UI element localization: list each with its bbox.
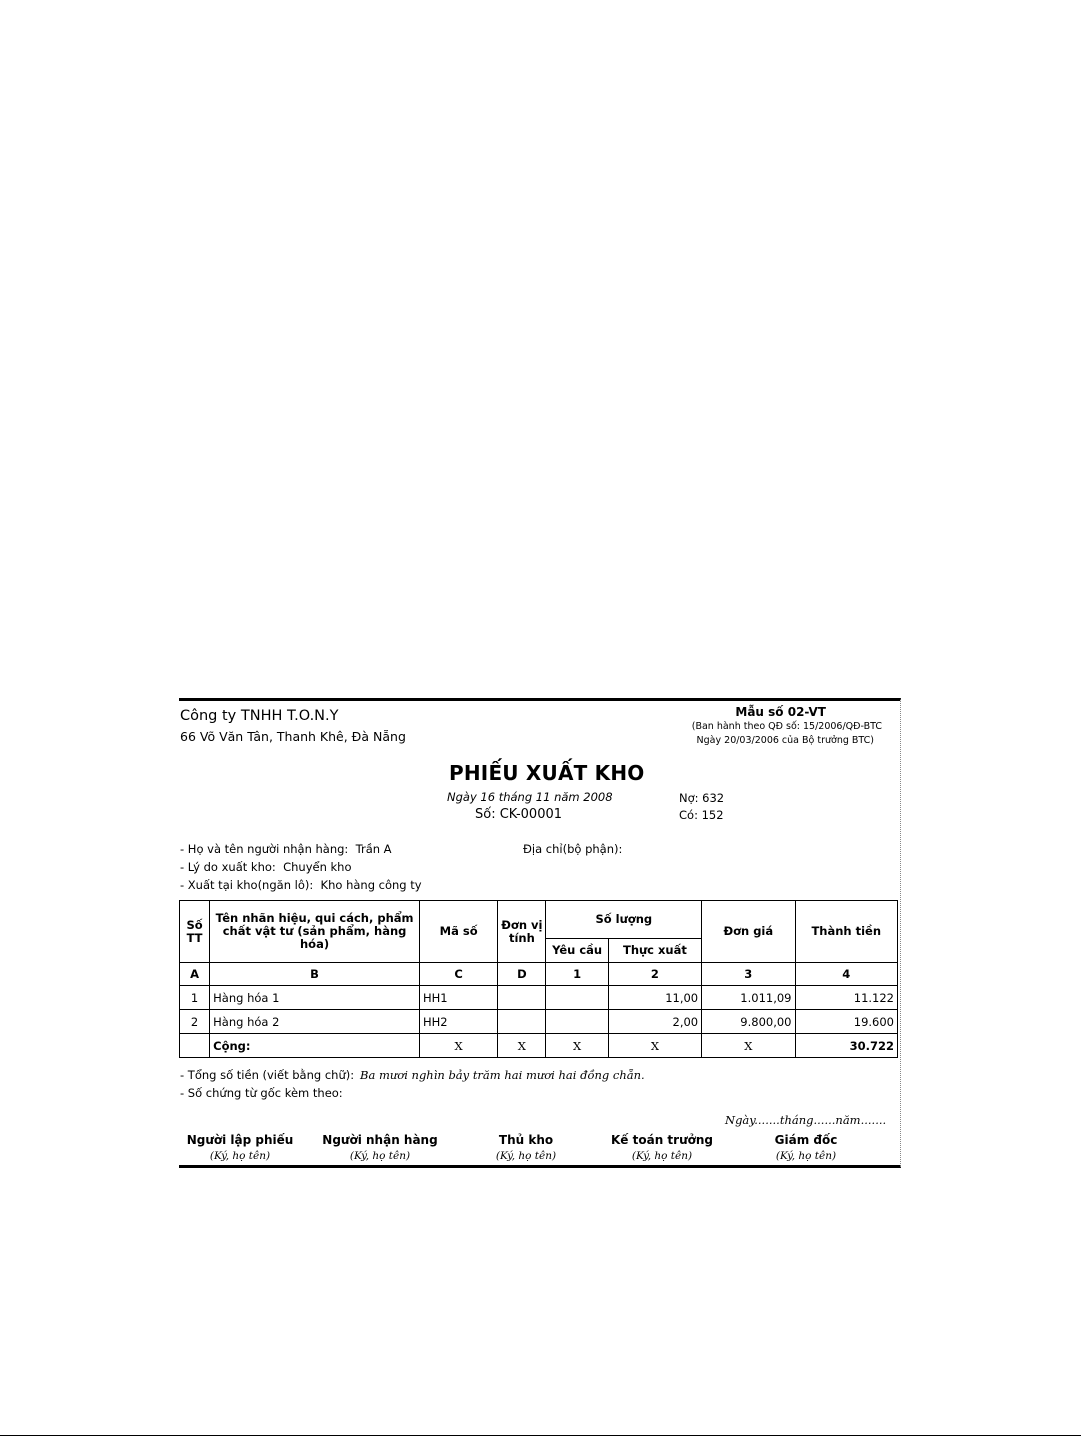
column-letter: A <box>180 963 210 986</box>
sign-date: Ngày.......tháng......năm....... <box>725 1113 887 1127</box>
document-title: PHIẾU XUẤT KHO <box>449 761 645 785</box>
column-letter: 3 <box>702 963 795 986</box>
header-stt: Số TT <box>180 901 210 963</box>
row-stt: 1 <box>180 986 210 1010</box>
column-letters-row <box>180 963 898 986</box>
row-price: 1.011,09 <box>702 986 795 1010</box>
signature-hint: (Ký, họ tên) <box>631 1150 693 1162</box>
warehouse-label: - Xuất tại kho(ngăn lô): <box>180 878 314 892</box>
signature-receiver <box>310 1133 450 1162</box>
column-letter: B <box>210 963 420 986</box>
form-note-line1: (Ban hành theo QĐ số: 15/2006/QĐ-BTC <box>691 721 882 732</box>
signature-hint: (Ký, họ tên) <box>349 1150 411 1162</box>
total-mark: X <box>546 1034 608 1058</box>
form-number: Mẫu số 02-VT <box>735 705 826 719</box>
row-stt: 2 <box>180 1010 210 1034</box>
company-name: Công ty TNHH T.O.N.Y <box>180 708 339 724</box>
header-code: Mã số <box>419 901 497 963</box>
signature-storekeeper <box>456 1133 596 1162</box>
attachments-label: - Số chứng từ gốc kèm theo: <box>180 1086 343 1100</box>
row-requested <box>546 986 608 1010</box>
signature-chief-accountant <box>592 1133 732 1162</box>
total-mark: X <box>608 1034 701 1058</box>
header-actual: Thực xuất <box>608 939 701 963</box>
signature-role: Kế toán trưởng <box>611 1133 713 1147</box>
row-name: Hàng hóa 2 <box>210 1010 420 1034</box>
address-dept-label: Địa chỉ(bộ phận): <box>523 842 623 856</box>
column-letter: 4 <box>795 963 898 986</box>
items-table <box>179 900 898 1058</box>
row-code: HH2 <box>419 1010 497 1034</box>
header-quantity: Số lượng <box>546 901 702 939</box>
column-letter: C <box>419 963 497 986</box>
row-amount: 11.122 <box>795 986 898 1010</box>
row-unit <box>498 986 546 1010</box>
signature-preparer <box>170 1133 310 1162</box>
reason-line <box>180 860 352 874</box>
header-unit: Đơn vị tính <box>498 901 546 963</box>
reason-label: - Lý do xuất kho: <box>180 860 276 874</box>
row-name: Hàng hóa 1 <box>210 986 420 1010</box>
total-amount: 30.722 <box>795 1034 898 1058</box>
column-letter: D <box>498 963 546 986</box>
row-amount: 19.600 <box>795 1010 898 1034</box>
header-name: Tên nhãn hiệu, qui cách, phẩm chất vật tư (sản phẩm, hàng hóa) <box>210 901 420 963</box>
header-requested: Yêu cầu <box>546 939 608 963</box>
table-row <box>180 986 898 1010</box>
total-mark: X <box>498 1034 546 1058</box>
signature-role: Thủ kho <box>498 1133 554 1147</box>
receiver-label: - Họ và tên người nhận hàng: <box>180 842 349 856</box>
total-mark: X <box>702 1034 795 1058</box>
signature-role: Người lập phiếu <box>186 1133 294 1147</box>
credit-account: Có: 152 <box>679 808 724 822</box>
header-amount: Thành tiền <box>795 901 898 963</box>
amount-words: Ba mươi nghìn bảy trăm hai mươi hai đồng chẵn. <box>360 1068 645 1082</box>
receiver-line <box>180 842 392 856</box>
reason-value: Chuyển kho <box>283 860 352 874</box>
table-row <box>180 1010 898 1034</box>
column-letter: 1 <box>546 963 608 986</box>
warehouse-value: Kho hàng công ty <box>320 878 422 892</box>
row-price: 9.800,00 <box>702 1010 795 1034</box>
row-code: HH1 <box>419 986 497 1010</box>
total-label: Cộng: <box>210 1034 420 1058</box>
total-row <box>180 1034 898 1058</box>
row-unit <box>498 1010 546 1034</box>
column-letter: 2 <box>608 963 701 986</box>
signature-role: Người nhận hàng <box>322 1133 438 1147</box>
receiver-value: Trần A <box>355 842 392 856</box>
signature-hint: (Ký, họ tên) <box>775 1150 837 1162</box>
document-date: Ngày 16 tháng 11 năm 2008 <box>447 790 613 804</box>
signature-hint: (Ký, họ tên) <box>495 1150 557 1162</box>
row-actual: 11,00 <box>608 986 701 1010</box>
form-note-line2: Ngày 20/03/2006 của Bộ trưởng BTC) <box>696 735 874 746</box>
signature-director <box>736 1133 876 1162</box>
amount-words-label: - Tổng số tiền (viết bằng chữ): <box>180 1068 355 1082</box>
signature-hint: (Ký, họ tên) <box>209 1150 271 1162</box>
debit-account: Nợ: 632 <box>679 791 725 805</box>
warehouse-issue-voucher <box>179 698 901 1168</box>
company-address: 66 Võ Văn Tân, Thanh Khê, Đà Nẵng <box>180 729 406 744</box>
page-bottom-rule <box>0 1435 1081 1436</box>
signature-role: Giám đốc <box>774 1133 838 1147</box>
voucher-number: Số: CK-00001 <box>475 807 563 822</box>
total-stt-empty <box>180 1034 210 1058</box>
row-requested <box>546 1010 608 1034</box>
warehouse-line <box>180 878 422 892</box>
total-mark: X <box>419 1034 497 1058</box>
header-price: Đơn giá <box>702 901 795 963</box>
row-actual: 2,00 <box>608 1010 701 1034</box>
